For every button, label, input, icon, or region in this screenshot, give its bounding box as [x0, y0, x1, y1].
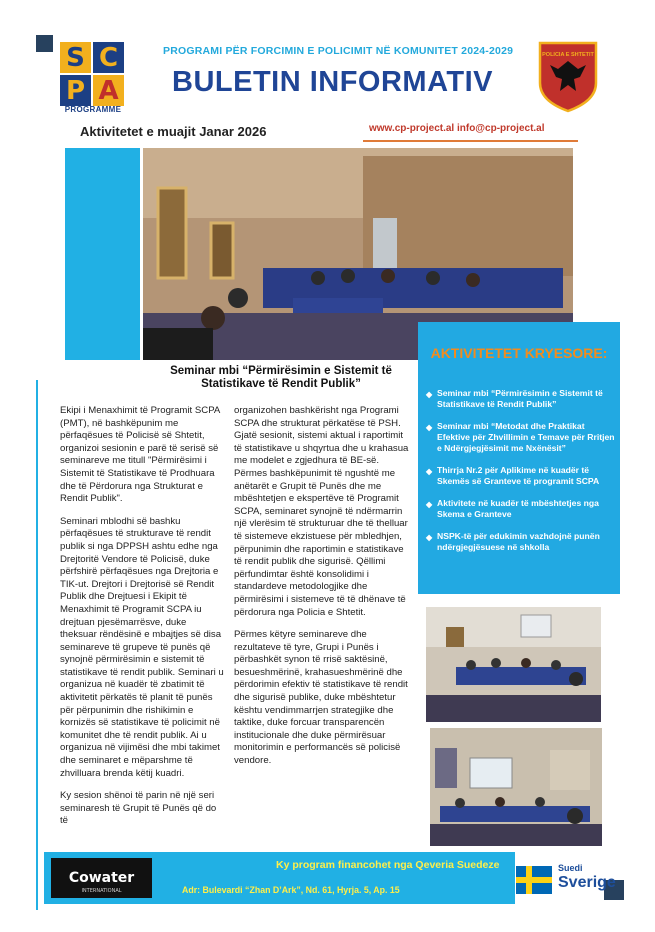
main-activities-list: [426, 388, 616, 564]
article-paragraph: Ekipi i Menaxhimit të Programit SCPA (PMT), në bashkëpunim me përfaqësues të Policisë së Shtetit, organizoi sesionin e parë të serisë së seminareve me titull "Përmirësimi i Sistemit të Statistikave të Prodhuara dhe të Përdorura nga Strukturat e Rendit Publik".: [60, 405, 220, 505]
activity-item-text: Thirrja Nr.2 për Aplikime në kuadër të Skemës së Granteve të programit SCPA: [437, 465, 600, 486]
seminar-photo-2: [426, 607, 601, 722]
seminar-room-image: [430, 728, 602, 846]
sweden-label-top: Suedi: [558, 863, 583, 873]
eagle-shield-icon: [536, 39, 600, 114]
article-column-2: [234, 405, 409, 778]
activity-item: [426, 498, 616, 520]
cowater-logo-text: Cowater: [68, 870, 135, 886]
sweden-label-bottom: Sverige: [558, 874, 616, 891]
activity-item-text: Aktivitete në kuadër të mbështetjes nga Skema e Granteve: [437, 498, 599, 519]
sweden-logo: [516, 860, 616, 900]
article-paragraph: Përmes këtyre seminareve dhe rezultateve të tyre, Grupi i Punës i përbashkët synon të rrisë saktësinë, besueshmërinë, krahasueshmërinë dhe përdorimin efektiv të statistikave të rendit dhe sigurisë publike, duke mbështetur kështu vendimmarrjen strategjike dhe taktike, duke forcuar transparencën institucionale dhe duke përmirësuar monitorimin e performancës së policisë vendore.: [234, 629, 408, 767]
logo-letter-a: A: [93, 75, 124, 106]
program-title: PROGRAMI PËR FORCIMIN E POLICIMIT NË KOMUNITET 2024-2029: [163, 45, 514, 57]
diamond-bullet-icon: ◆: [426, 467, 433, 476]
activity-item: [426, 531, 616, 553]
badge-text: POLICIA E SHTETIT: [542, 52, 594, 58]
diamond-bullet-icon: ◆: [426, 533, 433, 542]
article-paragraph: Seminari mblodhi së bashku përfaqësues të strukturave të rendit publik si nga DPPSH ashtu edhe nga Drejtoritë Vendore të Policisë, duke përfshirë përfaqësues nga Drejtoria e TIK-ut. Drejtori i Drejtorisë së Rendit Publik dhe Drejtuesi i Ekipit të Menaxhimit të Programit SCPA iu drejtuan pjesëmarrësve, duke theksuar rëndësinë e mbajtjes së disa seminareve të grupeve të punës që synojnë përmirësimin e sistemit të statistikave të rendit publik. Seminari u organizua në kuadër të zbatimit të aktivitetit përkatës të planit të punës për përpunimin dhe rishikimin e kornizës së statistikave të policimit në komunitet dhe të rendit publik. Ai u organizua në vijimësi dhe mbi takimet dhe seminaret e mëparshme të zhvilluara brenda këtij kuadri.: [60, 515, 224, 779]
diamond-bullet-icon: ◆: [426, 500, 433, 509]
logo-programme-label: PROGRAMME: [64, 105, 122, 114]
article-paragraph: Ky sesion shënoi të parin në një seri seminaresh të Grupit të Punës që do të: [60, 790, 217, 827]
header-divider: [363, 140, 578, 142]
web-contact[interactable]: www.cp-project.al info@cp-project.al: [369, 123, 545, 134]
cowater-logo-sub: INTERNATIONAL: [81, 888, 122, 894]
activity-item-text: NSPK-të për edukimin vazhdojnë punën ndërgjegjësuese në shkolla: [437, 531, 600, 552]
scpa-logo: [60, 42, 126, 114]
footer-bar: [44, 852, 515, 904]
article-column-1: [60, 405, 225, 838]
address: Adr: Bulevardi “Zhan D’Ark”, Nd. 61, Hyrja. 5, Ap. 15: [182, 885, 400, 895]
logo-letter-s: S: [60, 42, 91, 73]
seminar-photo-3: [430, 728, 602, 846]
main-activities-title: AKTIVITETET KRYESORE:: [430, 345, 608, 361]
swedish-flag-icon: [516, 866, 552, 894]
cowater-logo: [51, 858, 152, 898]
main-activities-box: [418, 322, 620, 594]
funding-note: Ky program financohet nga Qeveria Suedeze: [276, 859, 500, 871]
activity-item-text: Seminar mbi “Metodat dhe Praktikat Efektive për Zhvillimin e Temave për Rritjen e Ndërgjegjësimit me Nxënësit”: [437, 421, 615, 453]
activity-item: [426, 421, 616, 454]
corner-square-top-left: [36, 35, 53, 52]
article-paragraph: organizohen bashkërisht nga Programi SCPA dhe strukturat përkatëse të PSH. Gjatë sesionit, sistemi aktual i raportimit të statistikave u shqyrtua dhe u krahasua me modelet e zgjedhura të BE-së. Përmes bashkëpunimit të ngushtë me anëtarët e Grupit të Punës dhe me mbështetjen e ekspertëve të Programit SCPA, seminaret synojnë të ndërmarrin një vlerësim të strukturuar dhe të thelluar të sistemeve ekzistuese për mbledhjen, përpunimin dhe raportimin e statistikave të rendit publik dhe sigurisë. Qëllimi përfundimtar është konsolidimi i standardeve metodologjike dhe përmirësimi i sistemeve të të dhënave të përdorura nga Policia e Shtetit.: [234, 405, 409, 618]
diamond-bullet-icon: ◆: [426, 390, 433, 399]
month-title: Aktivitetet e muajit Janar 2026: [80, 124, 267, 139]
police-badge: [536, 39, 600, 114]
activity-item: [426, 388, 616, 410]
activity-item-text: Seminar mbi “Përmirësimin e Sistemit të Statistikave të Rendit Publik”: [437, 388, 603, 409]
bulletin-title: BULETIN INFORMATIV: [172, 66, 493, 98]
activity-item: [426, 465, 616, 487]
diamond-bullet-icon: ◆: [426, 423, 433, 432]
left-blue-panel: [65, 148, 140, 360]
photo-caption: Seminar mbi “Përmirësimin e Sistemit të Statistikave të Rendit Publik”: [170, 365, 392, 390]
seminar-room-image: [426, 607, 601, 722]
logo-letter-c: C: [93, 42, 124, 73]
logo-letter-p: P: [60, 75, 91, 106]
left-margin-bar: [36, 380, 38, 910]
